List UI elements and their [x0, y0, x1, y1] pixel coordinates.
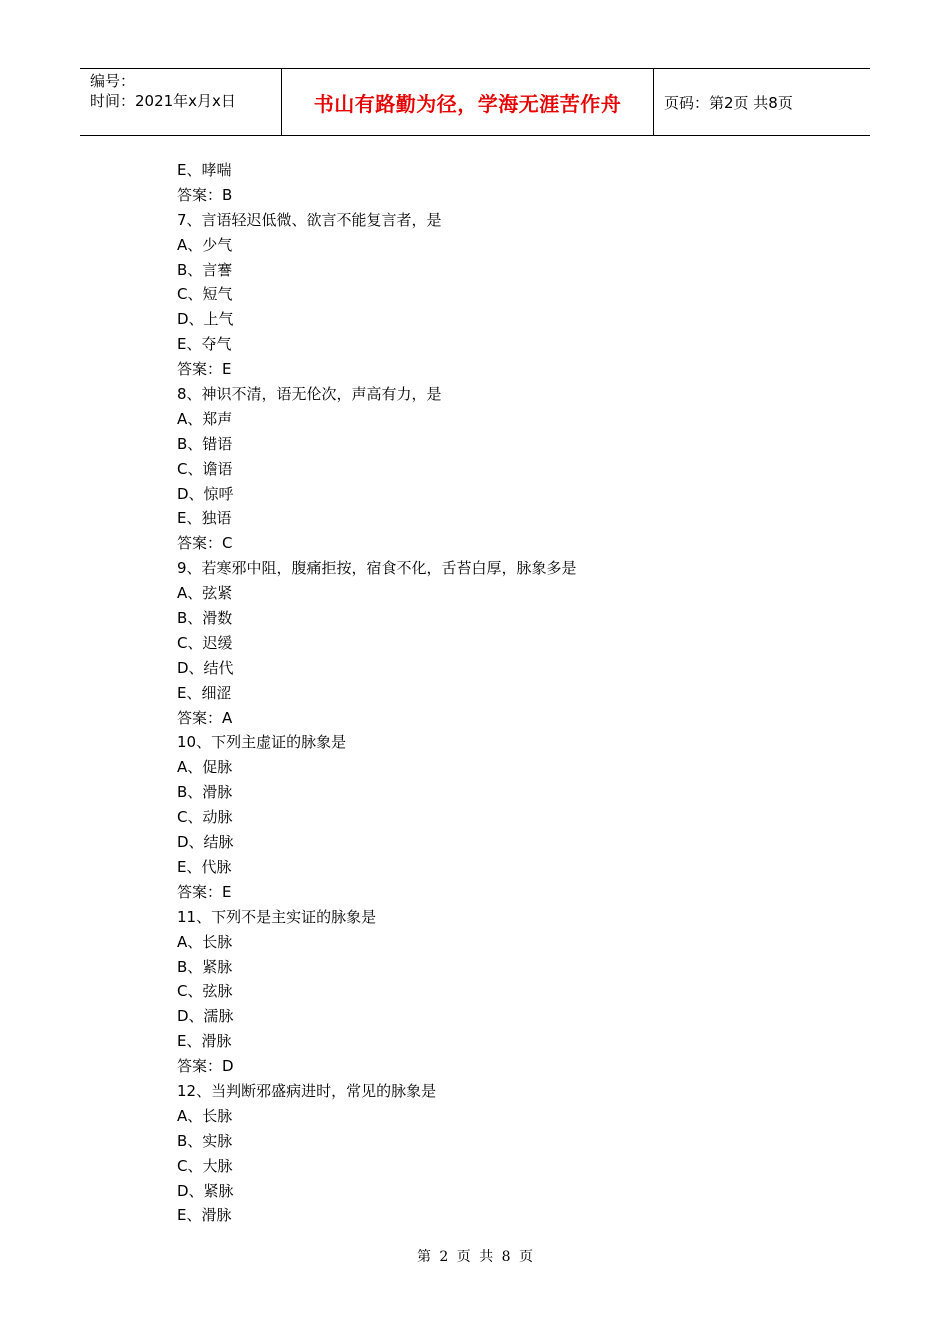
option-line: E、哮喘 [177, 161, 232, 179]
option-line: A、长脉 [177, 1106, 233, 1125]
option-line: D、结脉 [177, 833, 234, 852]
option-line: D、结代 [177, 658, 234, 677]
option-line: B、滑数 [177, 609, 233, 628]
option-line: E、独语 [177, 509, 232, 528]
option-line: B、实脉 [177, 1131, 233, 1150]
option-line: E、细涩 [177, 683, 232, 702]
option-line: D、惊呼 [177, 484, 234, 503]
option-line: D、紧脉 [177, 1181, 234, 1200]
page-header [80, 68, 870, 136]
question-line: 10、下列主虚证的脉象是 [177, 733, 347, 752]
header-page-number: 页码：第2页 共8页 [664, 93, 793, 112]
option-line: A、少气 [177, 235, 233, 254]
question-line: 12、当判断邪盛病进时，常见的脉象是 [177, 1081, 437, 1100]
option-line: C、动脉 [177, 808, 233, 827]
option-line: C、弦脉 [177, 982, 233, 1001]
option-line: B、错语 [177, 434, 233, 453]
page-footer: 第 2 页 共 8 页 [416, 1249, 534, 1265]
question-line: 9、若寒邪中阻，腹痛拒按，宿食不化，舌苔白厚，脉象多是 [177, 559, 577, 578]
option-line: B、言謇 [177, 260, 233, 279]
option-line: A、长脉 [177, 932, 233, 951]
option-line: C、谵语 [177, 459, 233, 478]
option-line: B、紧脉 [177, 957, 233, 976]
header-meta [80, 69, 281, 135]
answer-line: 答案：B [177, 185, 233, 204]
question-line: 7、言语轻迟低微、欲言不能复言者，是 [177, 210, 442, 229]
answer-line: 答案：A [177, 708, 233, 727]
question-line: 11、下列不是主实证的脉象是 [177, 907, 377, 926]
option-line: E、夺气 [177, 335, 232, 354]
header-slogan: 书山有路勤为径，学海无涯苦作舟 [281, 69, 654, 135]
answer-line: 答案：E [177, 360, 232, 379]
option-line: B、滑脉 [177, 783, 233, 802]
option-line: E、代脉 [177, 857, 232, 876]
option-line: C、迟缓 [177, 633, 233, 652]
option-line: D、上气 [177, 310, 234, 329]
answer-line: 答案：D [177, 1057, 234, 1076]
option-line: A、弦紧 [177, 584, 233, 603]
document-time-label: 时间：2021年x月x日 [90, 92, 236, 110]
option-line: A、促脉 [177, 758, 233, 777]
answer-line: 答案：C [177, 534, 233, 553]
option-line: E、滑脉 [177, 1032, 232, 1051]
option-line: E、滑脉 [177, 1206, 232, 1225]
document-number-label: 编号： [90, 72, 136, 90]
option-line: D、濡脉 [177, 1007, 234, 1026]
document-body [177, 158, 857, 1228]
option-line: C、大脉 [177, 1156, 233, 1175]
option-line: A、郑声 [177, 409, 233, 428]
option-line: C、短气 [177, 285, 233, 304]
answer-line: 答案：E [177, 882, 232, 901]
question-line: 8、神识不清，语无伦次，声高有力，是 [177, 385, 442, 404]
